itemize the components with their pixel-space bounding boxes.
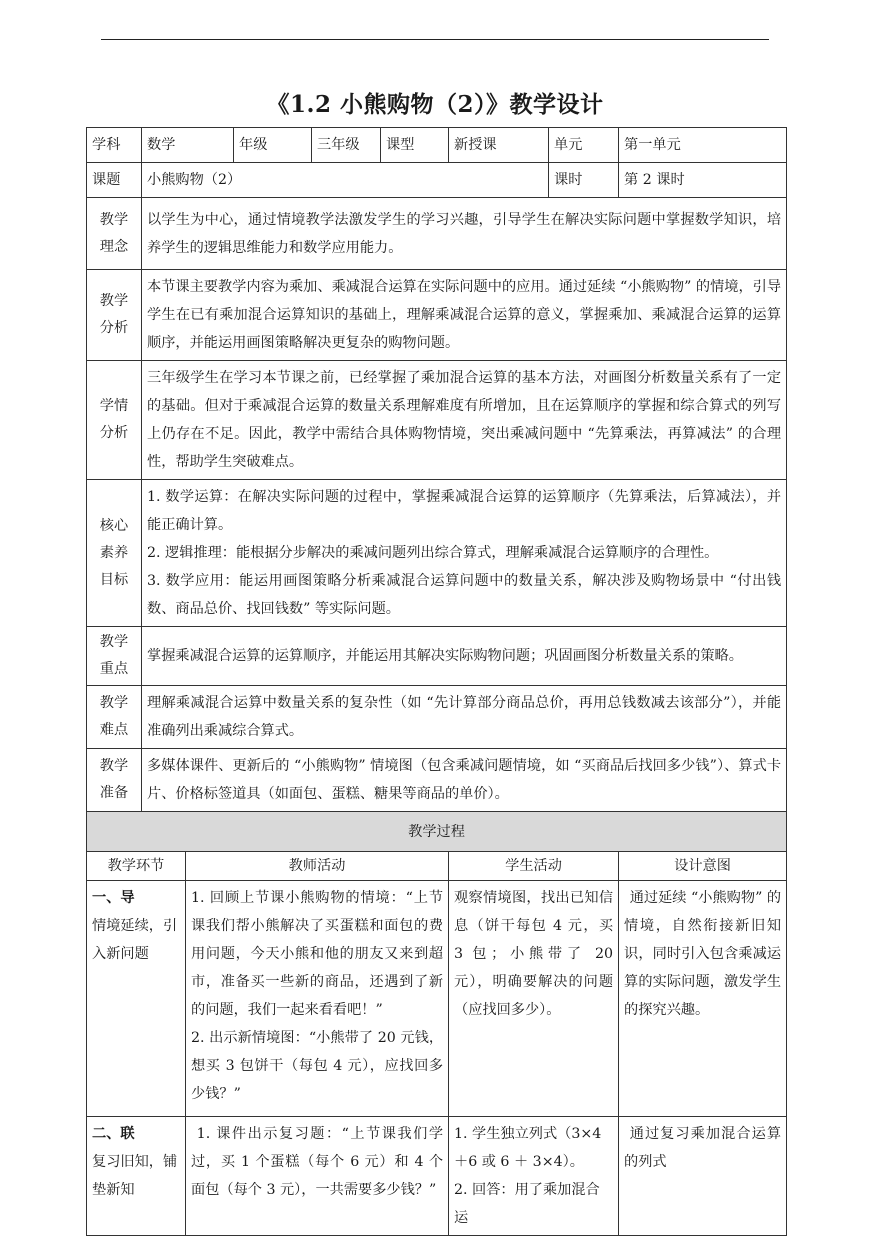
grade-label: 年级 <box>234 128 312 163</box>
goals-text <box>142 480 787 627</box>
document-title: 《1.2 小熊购物（2）》教学设计 <box>266 91 604 118</box>
subject-label: 学科 <box>87 128 142 163</box>
period-value: 第 2 课时 <box>619 163 787 198</box>
design-intent: 通过复习乘加混合运算的列式 <box>619 1117 787 1236</box>
stage-subtitle: 情境延续，引入新问题 <box>92 918 178 962</box>
stage-row <box>87 881 787 1117</box>
stage-subtitle: 复习旧知，铺垫新知 <box>92 1154 178 1198</box>
learner-text: 三年级学生在学习本节课之前，已经掌握了乘加混合运算的基本方法，对画图分析数量关系有了一定的基础。但对于乘减混合运算的数量关系理解难度有所增加，且在运算顺序的掌握和综合算式的列写上仍存在不足。因此，教学中需结合具体购物情境，突出乘减问题中 “先算乘法，再算减法” 的合理性，帮助学生突破难点。 <box>142 361 787 480</box>
difficulties-label: 教学 难点 <box>87 686 142 749</box>
topic-label: 课题 <box>87 163 142 198</box>
key-points-text: 掌握乘减混合运算的运算顺序，并能运用其解决实际购物问题；巩固画图分析数量关系的策略。 <box>142 627 787 686</box>
difficulties-row <box>87 686 787 749</box>
student-activity: 1. 学生独立列式（3×4＋6 或 6 ＋ 3×4）。 2. 回答：用了乘加混合运 <box>449 1117 619 1236</box>
key-points-label: 教学 重点 <box>87 627 142 686</box>
goal-item: 2. 逻辑推理：能根据分步解决的乘减问题列出综合算式，理解乘减混合运算顺序的合理性。 <box>147 545 719 561</box>
process-section-title: 教学过程 <box>87 812 787 852</box>
type-value: 新授课 <box>449 128 549 163</box>
analysis-row <box>87 270 787 361</box>
goals-row <box>87 480 787 627</box>
philosophy-row <box>87 198 787 270</box>
analysis-text: 本节课主要教学内容为乘加、乘减混合运算在实际问题中的应用。通过延续 “小熊购物” 的情境，引导学生在已有乘加混合运算知识的基础上，理解乘减混合运算的意义，掌握乘加、乘减混合运算的运算顺序，并能运用画图策略解决更复杂的购物问题。 <box>142 270 787 361</box>
goal-item: 1. 数学运算：在解决实际问题的过程中，掌握乘减混合运算的运算顺序（先算乘法，后算减法），并能正确计算。 <box>147 489 782 533</box>
learner-row <box>87 361 787 480</box>
goals-label: 核心 素养 目标 <box>87 480 142 627</box>
preparation-label: 教学 准备 <box>87 749 142 812</box>
period-label: 课时 <box>549 163 619 198</box>
student-activity: 观察情境图，找出已知信息（饼干每包 4 元，买 3 包；小熊带了 20 元），明确要解决的问题（应找回多少）。 <box>449 881 619 1117</box>
process-header-row <box>87 852 787 881</box>
preparation-row <box>87 749 787 812</box>
header-rule <box>101 39 769 40</box>
type-label: 课型 <box>381 128 449 163</box>
info-row-1 <box>87 128 787 163</box>
preparation-text: 多媒体课件、更新后的 “小熊购物” 情境图（包含乘减问题情境，如 “买商品后找回多少钱”）、算式卡片、价格标签道具（如面包、蛋糕、糖果等商品的单价）。 <box>142 749 787 812</box>
topic-value: 小熊购物（2） <box>142 163 549 198</box>
process-section-row <box>87 812 787 852</box>
unit-label: 单元 <box>549 128 619 163</box>
grade-value: 三年级 <box>312 128 381 163</box>
subject-value: 数学 <box>142 128 234 163</box>
teacher-activity: 1. 回顾上节课小熊购物的情境：“上节课我们帮小熊解决了买蛋糕和面包的费用问题，今天小熊和他的朋友又来到超市，准备买一些新的商品，还遇到了新的问题，我们一起来看看吧！” 2. 出示新情境图：“小熊带了 20 元钱，想买 3 包饼干（每包 4 元），应找回多少钱？” <box>186 881 449 1117</box>
teacher-activity: 1. 课件出示复习题：“上节课我们学过，买 1 个蛋糕（每个 6 元）和 4 个面包（每个 3 元），一共需要多少钱？” <box>186 1117 449 1236</box>
philosophy-text: 以学生为中心，通过情境教学法激发学生的学习兴趣，引导学生在解决实际问题中掌握数学知识，培养学生的逻辑思维能力和数学应用能力。 <box>142 198 787 270</box>
design-intent: 通过延续 “小熊购物” 的情境，自然衔接新旧知识，同时引入包含乘减运算的实际问题，激发学生的探究兴趣。 <box>619 881 787 1117</box>
philosophy-label: 教学 理念 <box>87 198 142 270</box>
column-header-teacher: 教师活动 <box>186 852 449 881</box>
stage-title: 二、联 <box>92 1126 135 1142</box>
difficulties-text: 理解乘减混合运算中数量关系的复杂性（如 “先计算部分商品总价，再用总钱数减去该部分”），并能准确列出乘减综合算式。 <box>142 686 787 749</box>
stage-title: 一、导 <box>92 890 135 906</box>
lesson-plan-table <box>86 127 787 1236</box>
key-points-row <box>87 627 787 686</box>
info-row-2 <box>87 163 787 198</box>
unit-value: 第一单元 <box>619 128 787 163</box>
stage-title-cell <box>87 1117 186 1236</box>
learner-label: 学情 分析 <box>87 361 142 480</box>
stage-row <box>87 1117 787 1236</box>
column-header-stage: 教学环节 <box>87 852 186 881</box>
column-header-intent: 设计意图 <box>619 852 787 881</box>
column-header-student: 学生活动 <box>449 852 619 881</box>
stage-title-cell <box>87 881 186 1117</box>
goal-item: 3. 数学应用：能运用画图策略分析乘减混合运算问题中的数量关系，解决涉及购物场景中 “付出钱数、商品总价、找回钱数” 等实际问题。 <box>147 573 782 617</box>
analysis-label: 教学 分析 <box>87 270 142 361</box>
